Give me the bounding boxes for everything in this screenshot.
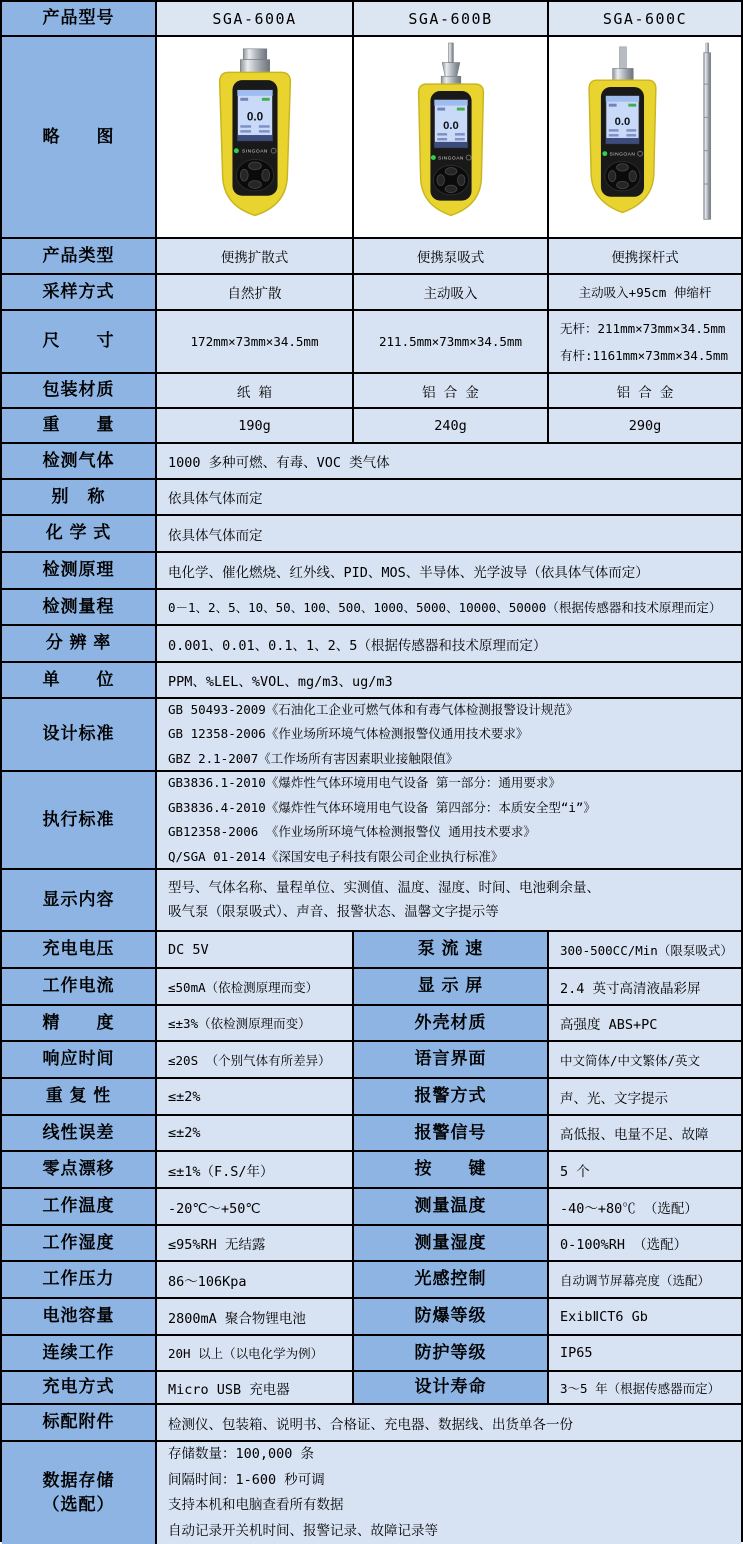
value-chemical-formula: 依具体气体而定: [157, 516, 741, 551]
value-sampling-b: 主动吸入: [354, 275, 549, 309]
label-design-standard: 设计标准: [2, 699, 157, 770]
row-working-current: [2, 969, 741, 1006]
device-image-cell-a: [157, 37, 354, 237]
value-language: 中文简体/中文繁体/英文: [549, 1042, 741, 1077]
row-dimensions: [2, 311, 741, 374]
dimensions-c-line2: 有杆:1161mm×73mm×34.5mm: [560, 342, 728, 369]
value-display-content: [157, 870, 741, 930]
value-packaging-c: 铝 合 金: [549, 374, 741, 407]
value-measure-humidity: 0-100%RH （选配）: [549, 1226, 741, 1260]
value-weight-b: 240g: [354, 409, 549, 442]
device-screen-value: 0.0: [443, 120, 459, 132]
dimensions-c-line1: 无杆：211mm×73mm×34.5mm: [560, 315, 725, 342]
brand-logo-text: SINGOAN: [610, 152, 636, 158]
execution-standard-line4: Q/SGA 01-2014《深国安电子科技有限公司企业执行标准》: [168, 845, 503, 869]
value-battery-capacity: 2800mA 聚合物锂电池: [157, 1299, 354, 1334]
label-buttons: 按 键: [354, 1152, 549, 1187]
row-working-pressure: [2, 1262, 741, 1299]
label-working-temperature: 工作温度: [2, 1189, 157, 1224]
model-name-sga-600c: SGA-600C: [549, 2, 741, 35]
power-led-icon: [602, 151, 607, 156]
value-repeatability: ≤±2%: [157, 1079, 354, 1114]
label-dimensions: 尺 寸: [2, 311, 157, 372]
device-image-cell-c: [549, 37, 741, 237]
data-storage-line4: 自动记录开关机时间、报警记录、故障记录等: [168, 1519, 438, 1544]
label-detection-principle: 检测原理: [2, 553, 157, 588]
design-standard-line1: GB 50493-2009《石油化工企业可燃气体和有毒气体检测报警设计规范》: [168, 699, 578, 722]
value-working-current: ≤50mA（依检测原理而变）: [157, 969, 354, 1004]
model-name-sga-600b: SGA-600B: [354, 2, 549, 35]
label-chemical-formula: 化 学 式: [2, 516, 157, 551]
value-pump-flow: 300-500CC/Min（限泵吸式）: [549, 932, 741, 967]
label-zero-drift: 零点漂移: [2, 1152, 157, 1187]
value-working-temperature: -20℃～+50℃: [157, 1189, 354, 1224]
value-product-type-b: 便携泵吸式: [354, 239, 549, 273]
value-packaging-b: 铝 合 金: [354, 374, 549, 407]
value-dimensions-b: 211.5mm×73mm×34.5mm: [354, 311, 549, 372]
device-screen-value: 0.0: [246, 110, 263, 123]
value-display-screen: 2.4 英寸高清液晶彩屏: [549, 969, 741, 1004]
device-illustration-sga-600a: [180, 41, 330, 233]
label-working-current: 工作电流: [2, 969, 157, 1004]
execution-standard-line3: GB12358-2006 《作业场所环境气体检测报警仪 通用技术要求》: [168, 820, 536, 845]
label-alarm-signal: 报警信号: [354, 1116, 549, 1150]
value-standard-accessories: 检测仪、包装箱、说明书、合格证、充电器、数据线、出货单各一份: [157, 1405, 741, 1440]
label-standard-accessories: 标配附件: [2, 1405, 157, 1440]
value-weight-a: 190g: [157, 409, 354, 442]
value-unit: PPM、%LEL、%VOL、mg/m3、ug/m3: [157, 663, 741, 697]
value-charging-method: Micro USB 充电器: [157, 1372, 354, 1403]
value-detection-range: 0－1、2、5、10、50、100、500、1000、5000、10000、50000（根据传感器和技术原理而定）: [157, 590, 741, 624]
device-illustration-sga-600b: [376, 41, 526, 233]
value-continuous-working: 20H 以上（以电化学为例）: [157, 1336, 354, 1370]
row-working-temperature: [2, 1189, 741, 1226]
execution-standard-line2: GB3836.4-2010《爆炸性气体环境用电气设备 第四部分：本质安全型“i”》: [168, 796, 596, 821]
brand-logo-text: SINGOAN: [242, 149, 268, 155]
row-data-storage: [2, 1442, 741, 1544]
value-dimensions-c: [549, 311, 741, 372]
value-weight-c: 290g: [549, 409, 741, 442]
row-execution-standard: [2, 772, 741, 870]
label-response-time: 响应时间: [2, 1042, 157, 1077]
label-linearity-error: 线性误差: [2, 1116, 157, 1150]
label-sketch: 略 图: [2, 37, 157, 237]
row-zero-drift: [2, 1152, 741, 1189]
row-charging-method: [2, 1372, 741, 1405]
label-design-life: 设计寿命: [354, 1372, 549, 1403]
row-unit: [2, 663, 741, 699]
device-illustration-sga-600c: [551, 41, 739, 233]
label-alias: 别 称: [2, 480, 157, 514]
label-resolution: 分 辨 率: [2, 626, 157, 661]
label-charging-method: 充电方式: [2, 1372, 157, 1403]
data-storage-label-line1: 数据存储: [43, 1469, 115, 1494]
device-image-cell-b: [354, 37, 549, 237]
row-chemical-formula: [2, 516, 741, 553]
value-measure-temperature: -40～+80℃ （选配）: [549, 1189, 741, 1224]
label-detection-range: 检测量程: [2, 590, 157, 624]
label-measure-temperature: 测量温度: [354, 1189, 549, 1224]
probe-icon: [448, 43, 453, 63]
value-shell-material: 高强度 ABS+PC: [549, 1006, 741, 1040]
value-alias: 依具体气体而定: [157, 480, 741, 514]
label-charging-voltage: 充电电压: [2, 932, 157, 967]
row-linearity-error: [2, 1116, 741, 1152]
label-weight: 重 量: [2, 409, 157, 442]
design-standard-line3: GBZ 2.1-2007《工作场所有害因素职业接触限值》: [168, 747, 458, 770]
inlet-cap-icon: [243, 49, 267, 60]
row-resolution: [2, 626, 741, 663]
value-accuracy: ≤±3%（依检测原理而变）: [157, 1006, 354, 1040]
label-alarm-mode: 报警方式: [354, 1079, 549, 1114]
value-buttons: 5 个: [549, 1152, 741, 1187]
label-packaging-material: 包装材质: [2, 374, 157, 407]
row-standard-accessories: [2, 1405, 741, 1442]
label-display-content: 显示内容: [2, 870, 157, 930]
power-led-icon: [233, 148, 238, 153]
row-alias: [2, 480, 741, 516]
row-packaging-material: [2, 374, 741, 409]
device-screen-value: 0.0: [615, 116, 631, 128]
value-dimensions-a: 172mm×73mm×34.5mm: [157, 311, 354, 372]
row-display-content: [2, 870, 741, 932]
design-standard-line2: GB 12358-2006《作业场所环境气体检测报警仪通用技术要求》: [168, 722, 528, 747]
row-design-standard: [2, 699, 741, 772]
label-detected-gas: 检测气体: [2, 444, 157, 478]
row-weight: [2, 409, 741, 444]
value-explosion-proof-grade: ExibⅡCT6 Gb: [549, 1299, 741, 1334]
label-continuous-working: 连续工作: [2, 1336, 157, 1370]
row-response-time: [2, 1042, 741, 1079]
value-light-control: 自动调节屏幕亮度（选配）: [549, 1262, 741, 1297]
label-sampling-method: 采样方式: [2, 275, 157, 309]
row-sketch: [2, 37, 741, 239]
row-detection-range: [2, 590, 741, 626]
value-working-pressure: 86～106Kpa: [157, 1262, 354, 1297]
brand-logo-text: SINGOAN: [438, 156, 464, 162]
display-content-line1: 型号、气体名称、量程单位、实测值、温度、湿度、时间、电池剩余量、: [168, 876, 600, 901]
model-name-sga-600a: SGA-600A: [157, 2, 354, 35]
row-charging-voltage: [2, 932, 741, 969]
value-response-time: ≤20S （个别气体有所差异）: [157, 1042, 354, 1077]
label-measure-humidity: 测量湿度: [354, 1226, 549, 1260]
value-resolution: 0.001、0.01、0.1、1、2、5（根据传感器和技术原理而定）: [157, 626, 741, 661]
value-packaging-a: 纸 箱: [157, 374, 354, 407]
row-detected-gas: [2, 444, 741, 480]
data-storage-line2: 间隔时间：1-600 秒可调: [168, 1468, 325, 1494]
value-execution-standard: [157, 772, 741, 868]
value-linearity-error: ≤±2%: [157, 1116, 354, 1150]
label-protection-grade: 防护等级: [354, 1336, 549, 1370]
row-product-model: [2, 2, 741, 37]
label-unit: 单 位: [2, 663, 157, 697]
data-storage-label-line2: （选配）: [43, 1493, 115, 1518]
label-working-humidity: 工作湿度: [2, 1226, 157, 1260]
label-light-control: 光感控制: [354, 1262, 549, 1297]
value-zero-drift: ≤±1%（F.S/年）: [157, 1152, 354, 1187]
telescopic-rod-icon: [706, 43, 709, 53]
row-detection-principle: [2, 553, 741, 590]
label-product-type: 产品类型: [2, 239, 157, 273]
value-product-type-c: 便携探杆式: [549, 239, 741, 273]
row-working-humidity: [2, 1226, 741, 1262]
row-product-type: [2, 239, 741, 275]
value-protection-grade: IP65: [549, 1336, 741, 1370]
value-detection-principle: 电化学、催化燃烧、红外线、PID、MOS、半导体、光学波导（依具体气体而定）: [157, 553, 741, 588]
value-sampling-a: 自然扩散: [157, 275, 354, 309]
value-product-type-a: 便携扩散式: [157, 239, 354, 273]
value-detected-gas: 1000 多种可燃、有毒、VOC 类气体: [157, 444, 741, 478]
data-storage-line1: 存储数量：100,000 条: [168, 1442, 314, 1468]
row-accuracy: [2, 1006, 741, 1042]
label-product-model: 产品型号: [2, 2, 157, 35]
label-explosion-proof-grade: 防爆等级: [354, 1299, 549, 1334]
label-execution-standard: 执行标准: [2, 772, 157, 868]
value-data-storage: [157, 1442, 741, 1544]
label-pump-flow: 泵 流 速: [354, 932, 549, 967]
row-repeatability: [2, 1079, 741, 1116]
value-design-life: 3～5 年（根据传感器而定）: [549, 1372, 741, 1403]
label-battery-capacity: 电池容量: [2, 1299, 157, 1334]
display-content-line2: 吸气泵（限泵吸式）、声音、报警状态、温馨文字提示等: [168, 900, 499, 925]
row-sampling-method: [2, 275, 741, 311]
probe-icon: [620, 47, 627, 69]
execution-standard-line1: GB3836.1-2010《爆炸性气体环境用电气设备 第一部分：通用要求》: [168, 772, 561, 796]
label-display-screen: 显 示 屏: [354, 969, 549, 1004]
value-alarm-mode: 声、光、文字提示: [549, 1079, 741, 1114]
value-charging-voltage: DC 5V: [157, 932, 354, 967]
label-working-pressure: 工作压力: [2, 1262, 157, 1297]
row-battery-capacity: [2, 1299, 741, 1336]
label-accuracy: 精 度: [2, 1006, 157, 1040]
value-sampling-c: 主动吸入+95cm 伸缩杆: [549, 275, 741, 309]
label-data-storage: [2, 1442, 157, 1544]
row-continuous-working: [2, 1336, 741, 1372]
value-design-standard: [157, 699, 741, 770]
label-shell-material: 外壳材质: [354, 1006, 549, 1040]
value-alarm-signal: 高低报、电量不足、故障: [549, 1116, 741, 1150]
label-repeatability: 重 复 性: [2, 1079, 157, 1114]
data-storage-line3: 支持本机和电脑查看所有数据: [168, 1493, 344, 1519]
power-led-icon: [430, 155, 435, 160]
label-language: 语言界面: [354, 1042, 549, 1077]
value-working-humidity: ≤95%RH 无结露: [157, 1226, 354, 1260]
